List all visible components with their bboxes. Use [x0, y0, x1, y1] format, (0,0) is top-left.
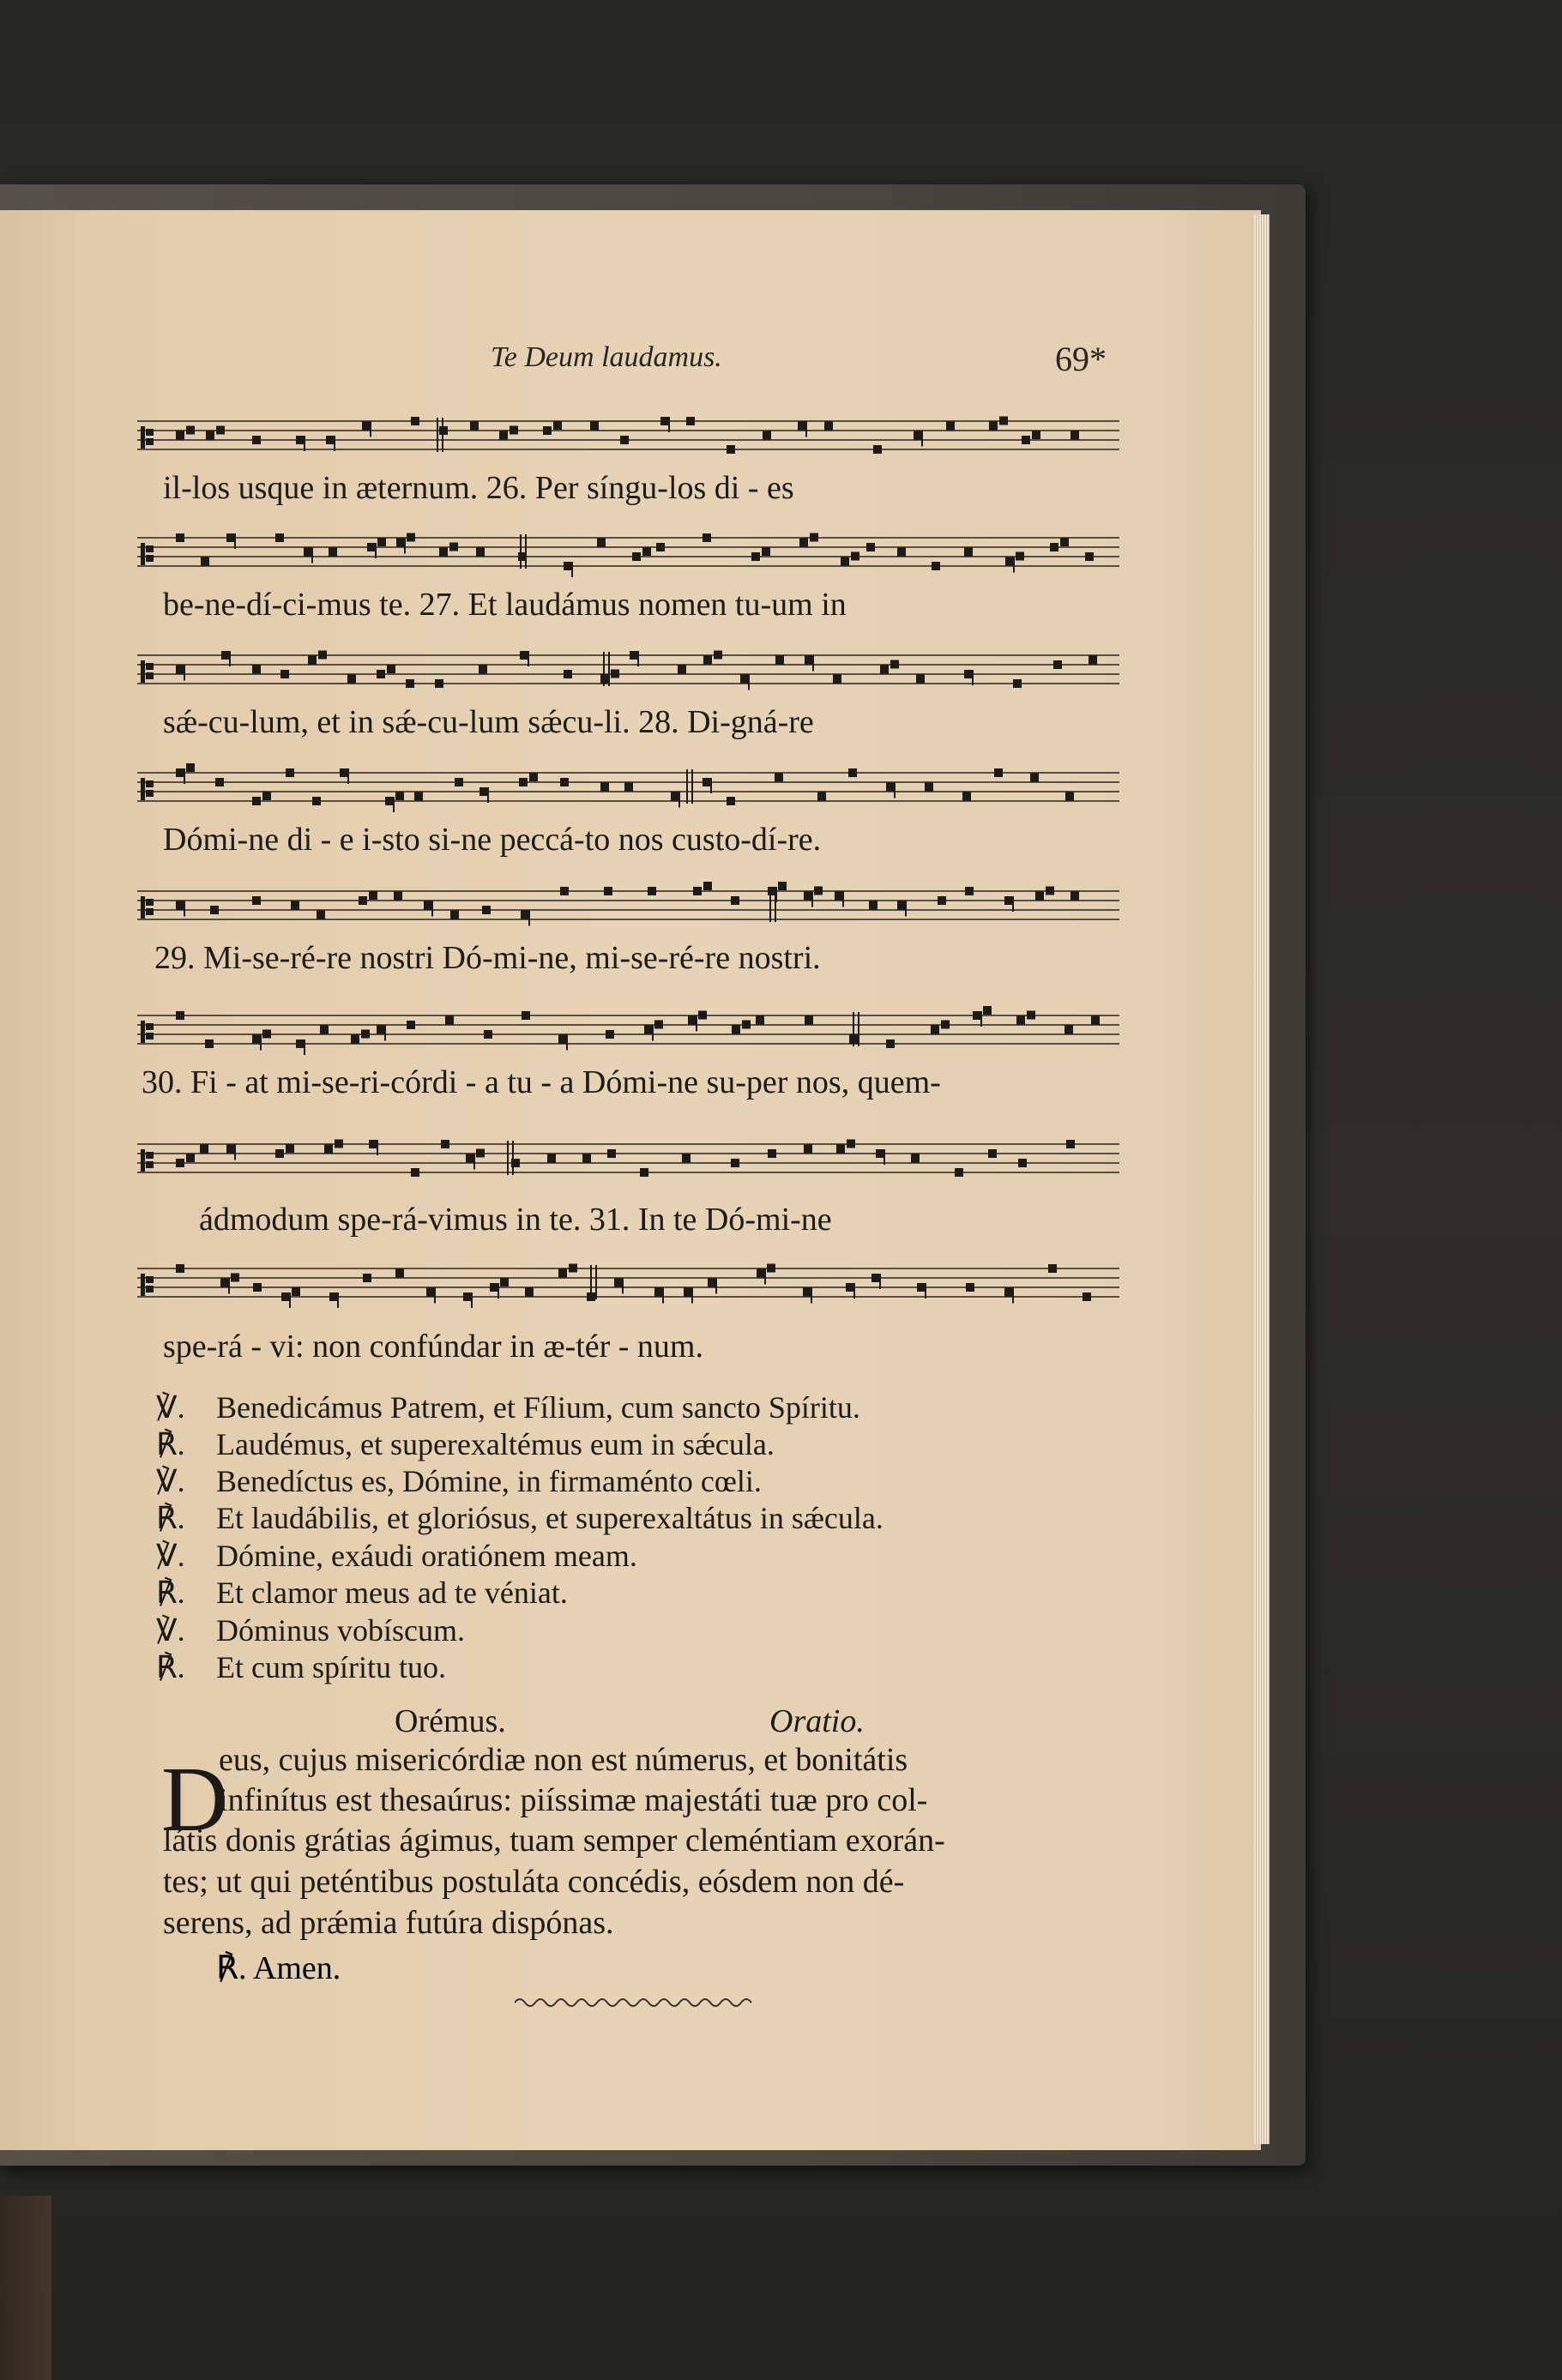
versicle-line — [156, 1463, 762, 1499]
book-strap — [0, 2196, 51, 2380]
page-edges — [1254, 214, 1270, 2144]
response-symbol: ℟. — [156, 1650, 185, 1684]
versicle-symbol: ℣. — [156, 1613, 185, 1648]
chant-staff — [137, 534, 1119, 574]
response-text: Laudémus, et superexaltémus eum in sǽcula. — [216, 1427, 775, 1461]
prayer-line: infinítus est thesaúrus: piíssimæ majestáti tuæ pro col- — [219, 1782, 928, 1818]
drop-cap-initial: D — [161, 1749, 228, 1851]
versicle-text: Dómine, exáudi oratiónem meam. — [216, 1539, 637, 1573]
oratio-heading: Oratio. — [769, 1703, 865, 1739]
chant-lyric-line: spe-rá - vi: non confúndar in æ-tér - num. — [163, 1329, 703, 1365]
response-line — [156, 1649, 446, 1685]
versicle-symbol: ℣. — [156, 1464, 185, 1498]
versicle-line — [156, 1538, 637, 1574]
amen-text: Amen. — [252, 1950, 341, 1986]
response-line — [156, 1426, 775, 1462]
versicle-line — [156, 1612, 466, 1648]
chant-lyric-line: sǽ-cu-lum, et in sǽ-cu-lum sǽcu-li. 28. Di-gná-re — [163, 704, 814, 740]
chant-lyric-line: Dómi-ne di - e i-sto si-ne peccá-to nos custo-dí-re. — [163, 822, 822, 858]
prayer-line: serens, ad prǽmia futúra dispónas. — [163, 1905, 614, 1941]
amen-line — [216, 1949, 341, 1987]
response-symbol: ℟. — [156, 1576, 185, 1610]
chant-lyric-line: 30. Fi - at mi-se-ri-córdi - a tu - a Dómi-ne su-per nos, quem- — [142, 1064, 941, 1100]
versicle-symbol: ℣. — [156, 1539, 185, 1573]
chant-staff — [137, 888, 1119, 927]
chant-lyric-line: il-los usque in æternum. 26. Per síngu-los di - es — [163, 470, 794, 506]
chant-staff — [137, 418, 1119, 457]
versicle-text: Dóminus vobíscum. — [216, 1613, 466, 1648]
prayer-line: tes; ut qui peténtibus postuláta concédis, eósdem non dé- — [163, 1864, 905, 1900]
chant-lyric-line: 29. Mi-se-ré-re nostri Dó-mi-ne, mi-se-ré-re nostri. — [154, 940, 821, 976]
response-line — [156, 1575, 568, 1611]
tail-ornament — [515, 1994, 772, 2008]
response-symbol: ℟. — [216, 1950, 247, 1986]
chant-staff — [137, 652, 1119, 691]
response-symbol: ℟. — [156, 1501, 185, 1535]
prayer-line: eus, cujus misericórdiæ non est númerus, et bonitátis — [219, 1742, 908, 1778]
chant-staff — [137, 1265, 1119, 1304]
page-number: 69* — [1055, 340, 1107, 378]
prayer-line: látis donis grátias ágimus, tuam semper cleméntiam exorán- — [163, 1823, 945, 1859]
versicle-line — [156, 1389, 860, 1425]
response-text: Et laudábilis, et gloriósus, et superexaltátus in sǽcula. — [216, 1501, 884, 1535]
chant-staff — [137, 1012, 1119, 1051]
versicle-text: Benedicámus Patrem, et Fílium, cum sancto Spíritu. — [216, 1390, 860, 1425]
response-text: Et clamor meus ad te véniat. — [216, 1576, 568, 1610]
response-line — [156, 1500, 884, 1536]
chant-staff — [137, 769, 1119, 809]
running-title: Te Deum laudamus. — [491, 341, 722, 373]
oremus-heading: Orémus. — [395, 1703, 506, 1739]
versicle-symbol: ℣. — [156, 1390, 185, 1425]
chant-lyric-line: be-ne-dí-ci-mus te. 27. Et laudámus nomen tu-um in — [163, 587, 847, 623]
response-symbol: ℟. — [156, 1427, 185, 1461]
chant-staff — [137, 1141, 1119, 1180]
versicle-text: Benedíctus es, Dómine, in firmaménto cœli. — [216, 1464, 762, 1498]
response-text: Et cum spíritu tuo. — [216, 1650, 446, 1684]
chant-lyric-line: ádmodum spe-rá-vimus in te. 31. In te Dó-mi-ne — [199, 1202, 832, 1238]
